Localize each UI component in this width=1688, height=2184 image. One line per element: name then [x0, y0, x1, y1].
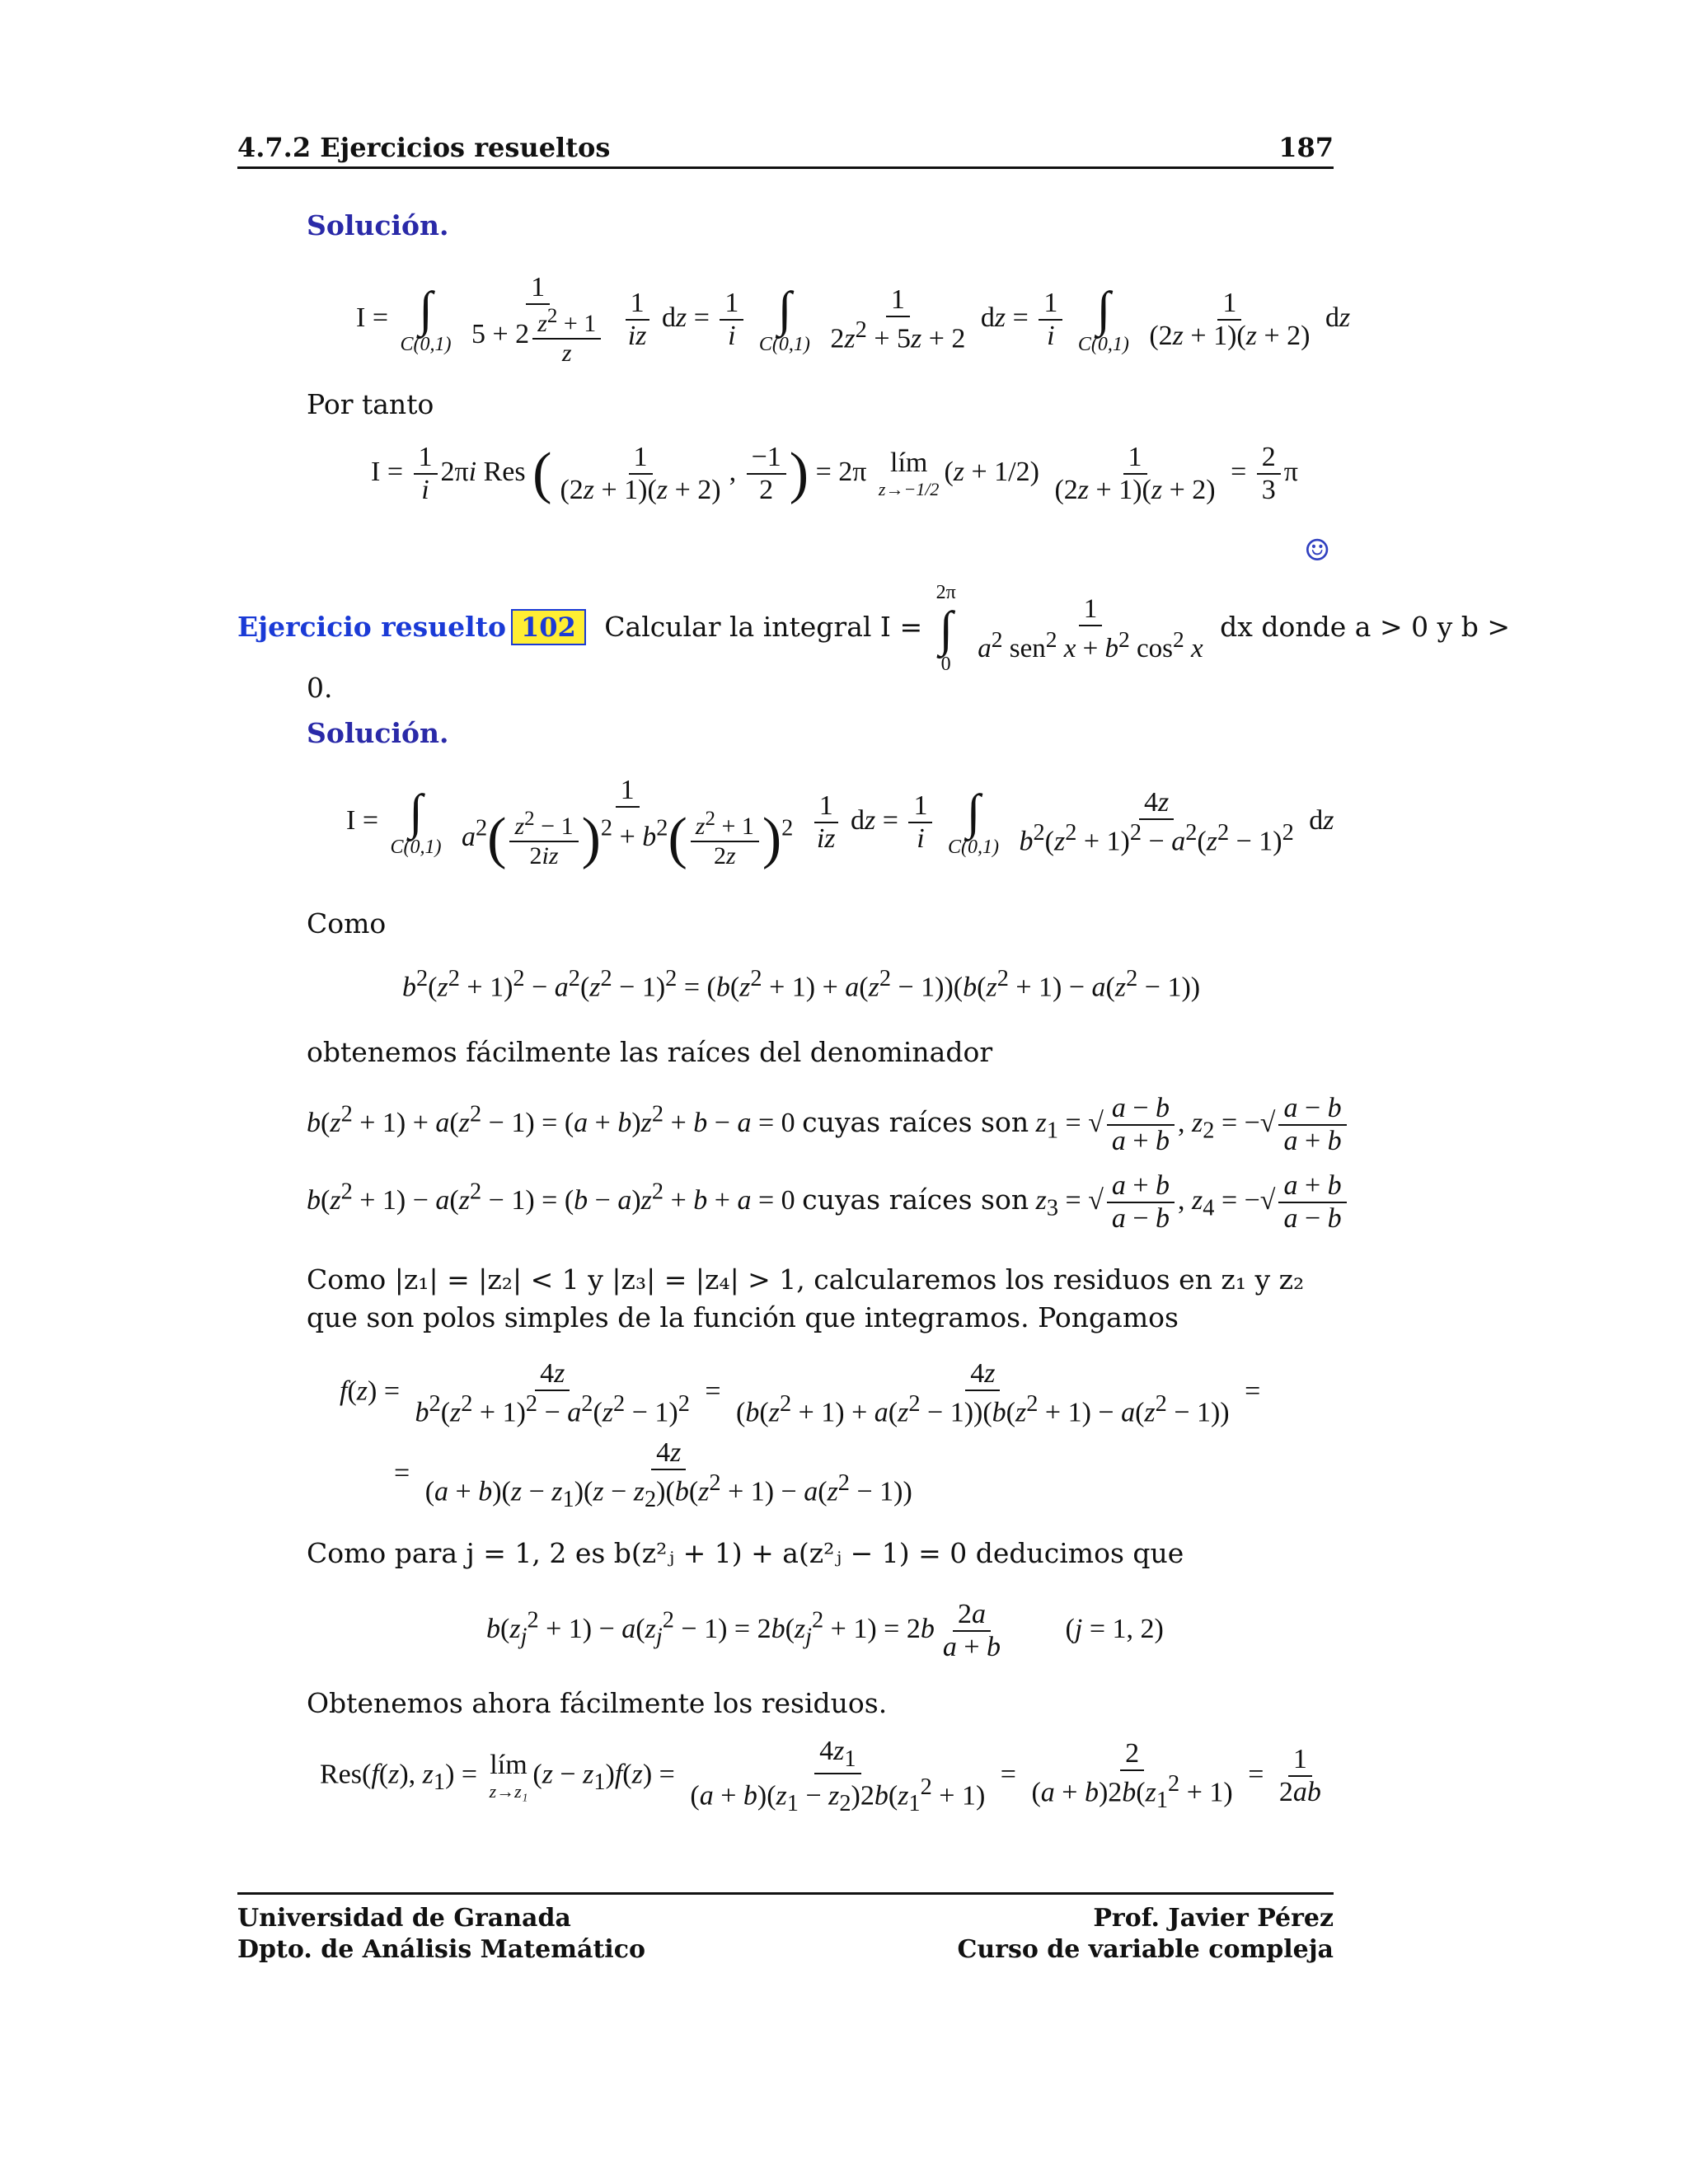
- equation-10: Res(f(z), $z_1$) = lím z→z₁ $(z - z_1)f(z)$ = $\frac{4z_1}{(a + b)(z_1 - z_2)2b(z_1^2 + 1)}$ = $\frac{2}{(a + b)2b(z_1^2 + 1)}$ = $\frac{1}{2ab}$: [320, 1736, 1321, 1816]
- equation-5: $b(z^2 + 1) + a(z^2 - 1) = (a + b)z^2 + b - a = 0$ cuyas raíces son $z_1$ = √ $\frac{a - b}{a + b}$ , $z_2$ = −√ $\frac{a - b}{a + b}$: [307, 1093, 1350, 1157]
- equation-4: $b^2(z^2 + 1)^2 - a^2(z^2 - 1)^2 = (b(z^2 + 1) + a(z^2 - 1))(b(z^2 + 1) - a(z^2 - 1))$: [402, 966, 1201, 1003]
- equation-8: = $\frac{4z}{(a + b)(z - z_1)(z - z_2)(b(z^2 + 1) - a(z^2 - 1))}$: [394, 1437, 912, 1513]
- equation-1: I = ∫ C(0,1) 1 5 + 2 $\frac{z^2 + 1}{z}$ $\frac{1}{iz}$ dz = $\frac{1}{i}$ ∫ C(0,1) $\frac{1}{2z^2 + 5z + 2}$ dz = $\frac{1}{i}$ ∫ C(0,1) $\frac{1}{(2z + 1)(z + 2)}$ dz: [356, 272, 1351, 367]
- exercise-label: Ejercicio resuelto: [237, 611, 506, 643]
- equation-9: $b(z_j^2 + 1) - a(z_j^2 - 1) = 2b(z_j^2 + 1) = 2b$ $\frac{2a}{a + b}$ (j = 1, 2): [486, 1599, 1164, 1662]
- footer-course: Curso de variable compleja: [957, 1935, 1334, 1964]
- obtenemos-text: obtenemos fácilmente las raíces del denominador: [307, 1036, 993, 1068]
- page-footer: [237, 1892, 1334, 1966]
- paragraph-polos: Como |z₁| = |z₂| < 1 y |z₃| = |z₄| > 1, calcularemos los residuos en z₁ y z₂ que son polos simples de la función que integramos. Pongamos: [307, 1263, 1305, 1333]
- exercise-statement: Ejercicio resuelto 102 Calcular la integral I = 2π ∫ 0 $\frac{1}{a^2 sen^2 x + b^2 \cos^2 x}$ dx donde a > 0 y b >: [237, 582, 1510, 675]
- page-number: 187: [1278, 132, 1334, 163]
- equation-3: I = ∫ C(0,1) 1 $a^2$( $\frac{z^2 - 1}{2iz}$ )$^2 + b^2$( $\frac{z^2 + 1}{2z}$ )$^2$ $\frac{1}{iz}$ dz = $\frac{1}{i}$ ∫ C(0,1) $\frac{4z}{b^2(z^2 + 1)^2 - a^2(z^2 - 1)^2}$ dz: [346, 775, 1334, 870]
- equation-6: $b(z^2 + 1) - a(z^2 - 1) = (b - a)z^2 + b + a = 0$ cuyas raíces son $z_3$ = √ $\frac{a + b}{a - b}$ , $z_4$ = −√ $\frac{a + b}{a - b}$: [307, 1170, 1350, 1235]
- por-tanto: Por tanto: [307, 388, 434, 420]
- como-para-text: Como para j = 1, 2 es b(z²ⱼ + 1) + a(z²ⱼ − 1) = 0 deducimos que: [307, 1537, 1184, 1569]
- footer-university: Universidad de Granada: [237, 1904, 571, 1933]
- solution-label: Solución.: [307, 209, 449, 241]
- footer-department: Dpto. de Análisis Matemático: [237, 1935, 645, 1964]
- equation-2: I = $\frac{1}{i}$ 2πi Res ( $\frac{1}{(2z + 1)(z + 2)}$ , $\frac{-1}{2}$ ) = 2π lím z→−1/2 (z + 1/2) $\frac{1}{(2z + 1)(z + 2)}$ = $\frac{2}{3}$ π: [371, 442, 1298, 505]
- footer-author: Prof. Javier Pérez: [1093, 1904, 1334, 1933]
- end-of-solution-icon: ☺: [1304, 534, 1331, 568]
- exercise-text: Calcular la integral I =: [604, 611, 923, 643]
- cuyas-label-2: cuyas raíces son: [802, 1183, 1029, 1216]
- obtenemos-residuos: Obtenemos ahora fácilmente los residuos.: [307, 1687, 888, 1719]
- page-header: [237, 124, 1334, 169]
- solution-label-2: Solución.: [307, 717, 449, 749]
- exercise-text-wrap: 0.: [307, 672, 333, 704]
- section-title: 4.7.2 Ejercicios resueltos: [237, 132, 611, 163]
- equation-7: f(z) = $\frac{4z}{b^2(z^2 + 1)^2 - a^2(z^2 - 1)^2}$ = $\frac{4z}{(b(z^2 + 1) + a(z^2 - 1))(b(z^2 + 1) - a(z^2 - 1))}$ =: [340, 1358, 1261, 1428]
- exercise-number: 102: [511, 609, 586, 645]
- como-label: Como: [307, 907, 387, 940]
- exercise-text-after: dx donde a > 0 y b >: [1220, 611, 1510, 643]
- cuyas-label-1: cuyas raíces son: [802, 1105, 1029, 1138]
